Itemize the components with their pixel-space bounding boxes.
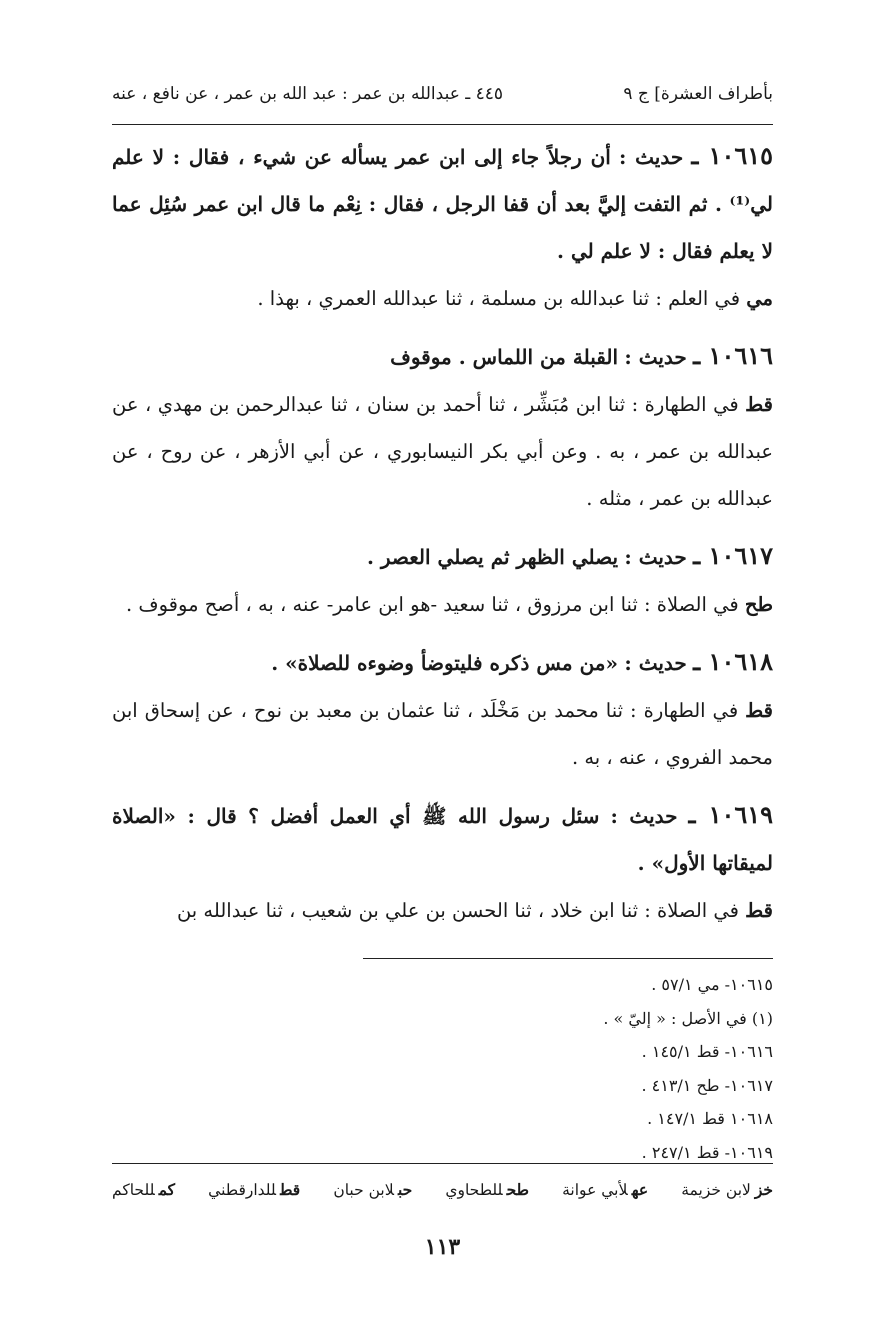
hadith-label: حديث : <box>624 345 687 369</box>
hadith-number: ١٠٦١٧ ـ <box>693 541 773 570</box>
source-abbr: قط <box>745 393 774 416</box>
footnote: ١٠٦١٩- قط ٢٤٧/١ . <box>641 1142 773 1162</box>
hadith-number: ١٠٦١٦ ـ <box>693 341 773 370</box>
source-text: في الطهارة : ثنا ابن مُبَشِّر ، ثنا أحمد بن سنان ، ثنا عبدالرحمن بن مهدي ، عن عبدالله بن عمر ، به . وعن أبي بكر النيسابوري ، عن أبي الأزهر ، عن روح ، عن عبدالله بن عمر ، مثله . <box>112 393 773 510</box>
hadith-text: القبلة من اللماس . موقوف <box>390 345 619 369</box>
running-header <box>112 76 773 112</box>
abbreviation-legend <box>112 1180 773 1199</box>
hadith-text: سئل رسول الله ﷺ أي العمل أفضل ؟ قال : «الصلاة لميقاتها الأول» . <box>112 804 773 875</box>
source-abbr: قط <box>745 699 773 722</box>
header-chapter: ٤٤٥ ـ عبدالله بن عمر : عبد الله بن عمر ، عن نافع ، عنه <box>112 84 504 104</box>
hadith-number: ١٠٦١٥ ـ <box>691 141 774 170</box>
hadith-entry <box>112 332 773 522</box>
legend-item: خزلابن خزيمة <box>681 1180 773 1199</box>
footnote: ١٠٦١٧- طح ٤١٣/١ . <box>641 1075 773 1095</box>
legend-item: كمللحاكم <box>112 1180 176 1199</box>
hadith-label: حديث : <box>624 651 687 675</box>
header-rule <box>112 124 773 125</box>
footnote: ١٠٦١٦- قط ١٤٥/١ . <box>641 1042 773 1061</box>
footnotes <box>603 968 773 1169</box>
legend-item: طحللطحاوي <box>445 1180 530 1199</box>
hadith-text: يصلي الظهر ثم يصلي العصر . <box>366 545 619 569</box>
hadith-label: حديث : <box>619 145 684 169</box>
footnote: (١) في الأصل : « إليّ » . <box>603 1008 773 1028</box>
hadith-entry <box>112 132 773 322</box>
hadith-entry <box>112 638 773 781</box>
hadith-text: «من مس ذكره فليتوضأ وضوءه للصلاة» . <box>271 651 619 675</box>
legend-item: عهلأبي عوانة <box>562 1180 649 1199</box>
legend-rule <box>112 1163 773 1164</box>
source-abbr: مي <box>746 287 773 310</box>
hadith-number: ١٠٦١٨ ـ <box>693 647 773 676</box>
hadith-label: حديث : <box>610 804 678 828</box>
legend-item: قطللدارقطني <box>208 1180 301 1199</box>
hadith-number: ١٠٦١٩ ـ <box>688 800 774 829</box>
hadith-text: أن رجلاً جاء إلى ابن عمر يسأله عن شيء ، فقال : لا علم لي⁽¹⁾ . ثم التفت إليَّ بعد أن قفا الرجل ، فقال : نِعْم ما قال ابن عمر سُئِل عما لا يعلم فقال : لا علم لي . <box>112 145 773 263</box>
hadith-entry <box>112 532 773 628</box>
hadith-label: حديث : <box>624 545 687 569</box>
hadith-entry <box>112 791 773 934</box>
page-number: ١١٣ <box>424 1234 461 1260</box>
footnote-rule <box>363 958 773 959</box>
main-text <box>112 132 773 944</box>
header-volume: بأطراف العشرة] ج ٩ <box>623 84 773 104</box>
footnote: ١٠٦١٨ قط ١٤٧/١ . <box>647 1109 773 1128</box>
source-text: في الصلاة : ثنا ابن خلاد ، ثنا الحسن بن علي بن شعيب ، ثنا عبدالله بن <box>176 899 739 922</box>
footnote: ١٠٦١٥- مي ٥٧/١ . <box>651 975 773 994</box>
source-text: في الطهارة : ثنا محمد بن مَخْلَد ، ثنا عثمان بن معبد بن نوح ، عن إسحاق ابن محمد الفروي ، عنه ، به . <box>112 699 773 769</box>
source-abbr: قط <box>745 899 773 922</box>
source-text: في العلم : ثنا عبدالله بن مسلمة ، ثنا عبدالله العمري ، بهذا . <box>257 287 741 310</box>
source-text: في الصلاة : ثنا ابن مرزوق ، ثنا سعيد -هو ابن عامر- عنه ، به ، أصح موقوف . <box>125 593 739 616</box>
legend-item: حبلابن حبان <box>333 1180 413 1199</box>
source-abbr: طح <box>744 593 773 616</box>
